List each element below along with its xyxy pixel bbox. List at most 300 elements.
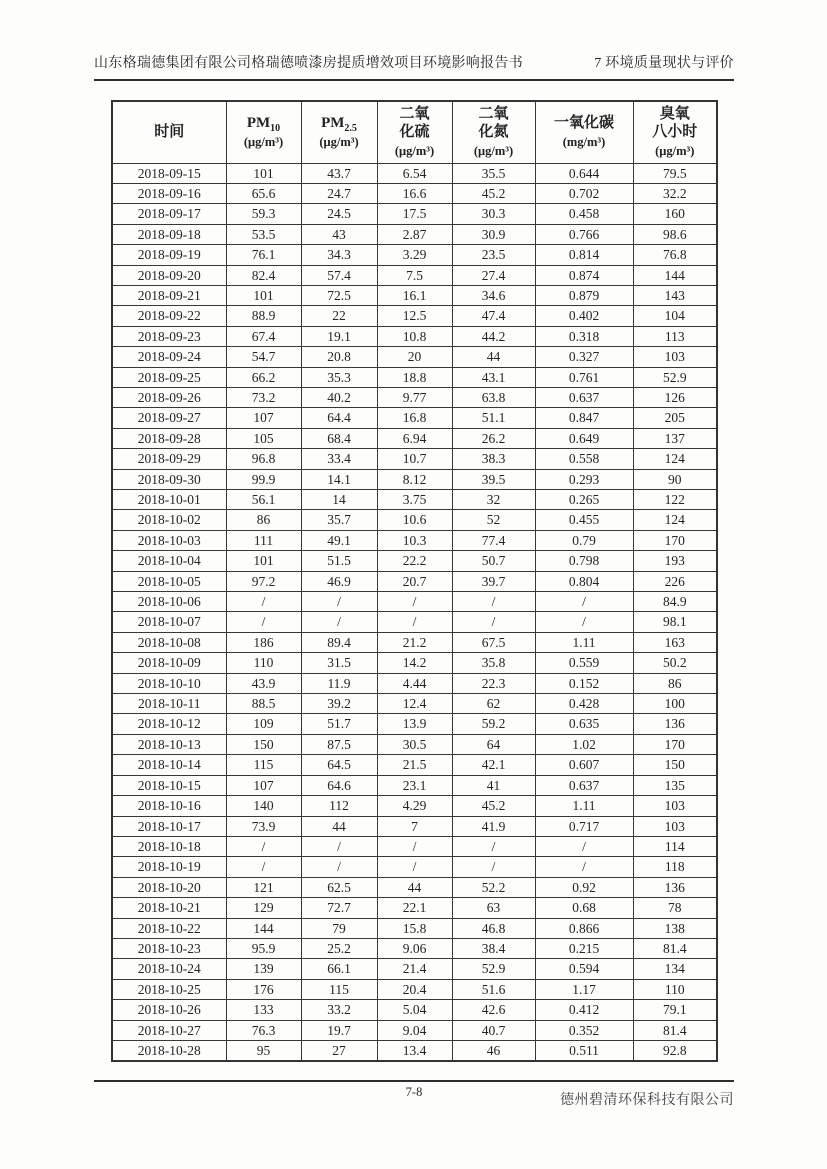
value-cell: 35.5 xyxy=(452,163,535,183)
value-cell: 144 xyxy=(226,918,301,938)
value-cell: 176 xyxy=(226,979,301,999)
table-row xyxy=(112,918,717,938)
value-cell: 81.4 xyxy=(633,1020,717,1040)
value-cell: 103 xyxy=(633,347,717,367)
value-cell: 22.1 xyxy=(377,898,452,918)
value-cell: 7 xyxy=(377,816,452,836)
value-cell: 63.8 xyxy=(452,387,535,407)
value-cell: / xyxy=(377,612,452,632)
value-cell: 19.7 xyxy=(301,1020,377,1040)
header-right-title: 7 环境质量现状与评价 xyxy=(594,56,734,71)
value-cell: 79 xyxy=(301,918,377,938)
table-row xyxy=(112,224,717,244)
value-cell: / xyxy=(535,836,633,856)
value-cell: 46 xyxy=(452,1040,535,1061)
value-cell: 136 xyxy=(633,714,717,734)
date-cell: 2018-10-27 xyxy=(112,1020,226,1040)
value-cell: 35.8 xyxy=(452,653,535,673)
value-cell: 8.12 xyxy=(377,469,452,489)
value-cell: 73.9 xyxy=(226,816,301,836)
value-cell: 50.7 xyxy=(452,551,535,571)
column-header-co-label: 一氧化碳 xyxy=(553,115,614,132)
value-cell: 88.5 xyxy=(226,694,301,714)
column-header-co-unit: (mg/m³) xyxy=(562,135,606,150)
value-cell: 86 xyxy=(633,673,717,693)
value-cell: 104 xyxy=(633,306,717,326)
value-cell: 33.2 xyxy=(301,1000,377,1020)
table-row xyxy=(112,612,717,632)
value-cell: 52.9 xyxy=(633,367,717,387)
value-cell: 79.5 xyxy=(633,163,717,183)
value-cell: 10.3 xyxy=(377,530,452,550)
table-row xyxy=(112,326,717,346)
date-cell: 2018-10-28 xyxy=(112,1040,226,1061)
value-cell: 45.2 xyxy=(452,796,535,816)
value-cell: 34.3 xyxy=(301,245,377,265)
value-cell: 5.04 xyxy=(377,1000,452,1020)
value-cell: 39.2 xyxy=(301,694,377,714)
value-cell: 38.3 xyxy=(452,449,535,469)
value-cell: 39.5 xyxy=(452,469,535,489)
table-row xyxy=(112,183,717,203)
value-cell: 100 xyxy=(633,694,717,714)
value-cell: 51.5 xyxy=(301,551,377,571)
value-cell: 0.92 xyxy=(535,877,633,897)
value-cell: / xyxy=(301,857,377,877)
value-cell: 103 xyxy=(633,796,717,816)
value-cell: 135 xyxy=(633,775,717,795)
value-cell: 0.798 xyxy=(535,551,633,571)
table-row xyxy=(112,775,717,795)
value-cell: 150 xyxy=(633,755,717,775)
value-cell: 9.77 xyxy=(377,387,452,407)
value-cell: 126 xyxy=(633,387,717,407)
value-cell: 66.1 xyxy=(301,959,377,979)
value-cell: 44 xyxy=(377,877,452,897)
table-row xyxy=(112,347,717,367)
table-row xyxy=(112,449,717,469)
value-cell: 0.455 xyxy=(535,510,633,530)
date-cell: 2018-09-19 xyxy=(112,245,226,265)
column-header-o3-label-line1: 臭氧 xyxy=(659,106,690,123)
value-cell: 89.4 xyxy=(301,632,377,652)
value-cell: 98.1 xyxy=(633,612,717,632)
value-cell: 101 xyxy=(226,285,301,305)
value-cell: 129 xyxy=(226,898,301,918)
date-cell: 2018-09-23 xyxy=(112,326,226,346)
value-cell: 76.8 xyxy=(633,245,717,265)
value-cell: 56.1 xyxy=(226,490,301,510)
page-number: 7-8 xyxy=(405,1085,423,1099)
value-cell: 0.814 xyxy=(535,245,633,265)
value-cell: 88.9 xyxy=(226,306,301,326)
value-cell: 22.3 xyxy=(452,673,535,693)
value-cell: 0.68 xyxy=(535,898,633,918)
value-cell: 99.9 xyxy=(226,469,301,489)
table-row xyxy=(112,694,717,714)
column-header-pm10 xyxy=(226,101,301,163)
table-row xyxy=(112,530,717,550)
value-cell: 17.5 xyxy=(377,204,452,224)
value-cell: 59.3 xyxy=(226,204,301,224)
value-cell: 34.6 xyxy=(452,285,535,305)
date-cell: 2018-10-02 xyxy=(112,510,226,530)
value-cell: 4.29 xyxy=(377,796,452,816)
value-cell: 64 xyxy=(452,734,535,754)
value-cell: / xyxy=(226,592,301,612)
value-cell: 0.152 xyxy=(535,673,633,693)
value-cell: 63 xyxy=(452,898,535,918)
value-cell: 20.4 xyxy=(377,979,452,999)
table-row xyxy=(112,428,717,448)
value-cell: 67.4 xyxy=(226,326,301,346)
value-cell: 137 xyxy=(633,428,717,448)
running-header xyxy=(94,52,734,81)
date-cell: 2018-10-20 xyxy=(112,877,226,897)
value-cell: 170 xyxy=(633,530,717,550)
date-cell: 2018-09-21 xyxy=(112,285,226,305)
value-cell: 205 xyxy=(633,408,717,428)
table-row xyxy=(112,836,717,856)
value-cell: 22.2 xyxy=(377,551,452,571)
date-cell: 2018-10-07 xyxy=(112,612,226,632)
value-cell: 68.4 xyxy=(301,428,377,448)
table-row xyxy=(112,490,717,510)
value-cell: 0.761 xyxy=(535,367,633,387)
value-cell: 21.4 xyxy=(377,959,452,979)
value-cell: 0.635 xyxy=(535,714,633,734)
value-cell: 0.649 xyxy=(535,428,633,448)
value-cell: 0.215 xyxy=(535,938,633,958)
value-cell: 53.5 xyxy=(226,224,301,244)
column-header-pm25 xyxy=(301,101,377,163)
value-cell: 31.5 xyxy=(301,653,377,673)
value-cell: 134 xyxy=(633,959,717,979)
value-cell: / xyxy=(226,836,301,856)
value-cell: 41.9 xyxy=(452,816,535,836)
table-row xyxy=(112,245,717,265)
date-cell: 2018-10-19 xyxy=(112,857,226,877)
value-cell: 109 xyxy=(226,714,301,734)
value-cell: 0.637 xyxy=(535,387,633,407)
value-cell: 76.3 xyxy=(226,1020,301,1040)
value-cell: 87.5 xyxy=(301,734,377,754)
value-cell: 1.02 xyxy=(535,734,633,754)
value-cell: 101 xyxy=(226,551,301,571)
value-cell: 10.8 xyxy=(377,326,452,346)
value-cell: 62.5 xyxy=(301,877,377,897)
value-cell: 79.1 xyxy=(633,1000,717,1020)
value-cell: 20.8 xyxy=(301,347,377,367)
value-cell: 81.4 xyxy=(633,938,717,958)
value-cell: 67.5 xyxy=(452,632,535,652)
value-cell: 25.2 xyxy=(301,938,377,958)
table-body xyxy=(112,163,717,1061)
value-cell: 136 xyxy=(633,877,717,897)
value-cell: 1.11 xyxy=(535,796,633,816)
value-cell: / xyxy=(535,592,633,612)
value-cell: 0.847 xyxy=(535,408,633,428)
value-cell: 0.874 xyxy=(535,265,633,285)
value-cell: 59.2 xyxy=(452,714,535,734)
value-cell: / xyxy=(377,857,452,877)
date-cell: 2018-10-10 xyxy=(112,673,226,693)
value-cell: 54.7 xyxy=(226,347,301,367)
value-cell: 15.8 xyxy=(377,918,452,938)
table-row xyxy=(112,796,717,816)
value-cell: 39.7 xyxy=(452,571,535,591)
value-cell: 13.9 xyxy=(377,714,452,734)
value-cell: 77.4 xyxy=(452,530,535,550)
value-cell: 52.2 xyxy=(452,877,535,897)
value-cell: 51.6 xyxy=(452,979,535,999)
value-cell: 121 xyxy=(226,877,301,897)
date-cell: 2018-10-18 xyxy=(112,836,226,856)
value-cell: 76.1 xyxy=(226,245,301,265)
value-cell: 186 xyxy=(226,632,301,652)
table-row xyxy=(112,938,717,958)
value-cell: 64.4 xyxy=(301,408,377,428)
value-cell: / xyxy=(226,857,301,877)
value-cell: 111 xyxy=(226,530,301,550)
value-cell: 65.6 xyxy=(226,183,301,203)
value-cell: 47.4 xyxy=(452,306,535,326)
date-cell: 2018-10-25 xyxy=(112,979,226,999)
value-cell: 20 xyxy=(377,347,452,367)
value-cell: 51.1 xyxy=(452,408,535,428)
value-cell: 40.2 xyxy=(301,387,377,407)
value-cell: 43.1 xyxy=(452,367,535,387)
table-row xyxy=(112,632,717,652)
date-cell: 2018-10-14 xyxy=(112,755,226,775)
value-cell: 50.2 xyxy=(633,653,717,673)
table-row xyxy=(112,469,717,489)
table-row xyxy=(112,734,717,754)
date-cell: 2018-10-22 xyxy=(112,918,226,938)
value-cell: 78 xyxy=(633,898,717,918)
table-row xyxy=(112,285,717,305)
value-cell: 66.2 xyxy=(226,367,301,387)
table-row xyxy=(112,1000,717,1020)
column-header-so2-label-line1: 二氧 xyxy=(399,106,430,123)
column-header-o3-unit: (μg/m³) xyxy=(655,144,695,159)
date-cell: 2018-10-24 xyxy=(112,959,226,979)
column-header-date-label: 时间 xyxy=(154,124,185,141)
value-cell: 45.2 xyxy=(452,183,535,203)
value-cell: 23.5 xyxy=(452,245,535,265)
value-cell: 12.4 xyxy=(377,694,452,714)
value-cell: 44 xyxy=(301,816,377,836)
value-cell: / xyxy=(226,612,301,632)
value-cell: 42.6 xyxy=(452,1000,535,1020)
value-cell: 35.7 xyxy=(301,510,377,530)
value-cell: 0.702 xyxy=(535,183,633,203)
value-cell: 226 xyxy=(633,571,717,591)
value-cell: 139 xyxy=(226,959,301,979)
value-cell: / xyxy=(377,592,452,612)
value-cell: 44.2 xyxy=(452,326,535,346)
value-cell: 105 xyxy=(226,428,301,448)
value-cell: 43.7 xyxy=(301,163,377,183)
value-cell: 0.644 xyxy=(535,163,633,183)
value-cell: 98.6 xyxy=(633,224,717,244)
value-cell: 73.2 xyxy=(226,387,301,407)
table-row xyxy=(112,265,717,285)
value-cell: 82.4 xyxy=(226,265,301,285)
value-cell: 124 xyxy=(633,449,717,469)
value-cell: 10.6 xyxy=(377,510,452,530)
value-cell: 90 xyxy=(633,469,717,489)
date-cell: 2018-10-17 xyxy=(112,816,226,836)
value-cell: 1.17 xyxy=(535,979,633,999)
date-cell: 2018-09-28 xyxy=(112,428,226,448)
value-cell: 115 xyxy=(301,979,377,999)
value-cell: 21.2 xyxy=(377,632,452,652)
value-cell: 0.607 xyxy=(535,755,633,775)
column-header-no2-label-line1: 二氧 xyxy=(478,106,509,123)
value-cell: / xyxy=(452,836,535,856)
value-cell: 72.7 xyxy=(301,898,377,918)
value-cell: 0.318 xyxy=(535,326,633,346)
table-row xyxy=(112,816,717,836)
value-cell: 0.352 xyxy=(535,1020,633,1040)
value-cell: 30.9 xyxy=(452,224,535,244)
value-cell: 30.5 xyxy=(377,734,452,754)
value-cell: 107 xyxy=(226,408,301,428)
table-row xyxy=(112,204,717,224)
value-cell: 24.7 xyxy=(301,183,377,203)
column-header-pm25-label: $PM_{2.5}$ xyxy=(321,115,357,135)
value-cell: 92.8 xyxy=(633,1040,717,1061)
column-header-o3 xyxy=(633,101,717,163)
table-row xyxy=(112,551,717,571)
date-cell: 2018-10-16 xyxy=(112,796,226,816)
value-cell: / xyxy=(377,836,452,856)
value-cell: 84.9 xyxy=(633,592,717,612)
value-cell: 0.79 xyxy=(535,530,633,550)
value-cell: 64.5 xyxy=(301,755,377,775)
value-cell: 9.04 xyxy=(377,1020,452,1040)
value-cell: 40.7 xyxy=(452,1020,535,1040)
value-cell: 10.7 xyxy=(377,449,452,469)
value-cell: 49.1 xyxy=(301,530,377,550)
value-cell: 6.94 xyxy=(377,428,452,448)
column-header-pm10-unit: (μg/m³) xyxy=(243,135,284,150)
value-cell: 0.594 xyxy=(535,959,633,979)
date-cell: 2018-10-08 xyxy=(112,632,226,652)
value-cell: 38.4 xyxy=(452,938,535,958)
value-cell: 6.54 xyxy=(377,163,452,183)
date-cell: 2018-09-20 xyxy=(112,265,226,285)
value-cell: / xyxy=(301,612,377,632)
value-cell: 0.327 xyxy=(535,347,633,367)
value-cell: 43.9 xyxy=(226,673,301,693)
value-cell: 18.8 xyxy=(377,367,452,387)
value-cell: 138 xyxy=(633,918,717,938)
date-cell: 2018-10-09 xyxy=(112,653,226,673)
value-cell: 23.1 xyxy=(377,775,452,795)
column-header-so2-unit: (μg/m³) xyxy=(394,144,435,159)
column-header-no2-unit: (μg/m³) xyxy=(473,144,514,159)
date-cell: 2018-10-04 xyxy=(112,551,226,571)
table-row xyxy=(112,387,717,407)
value-cell: 95 xyxy=(226,1040,301,1061)
value-cell: 26.2 xyxy=(452,428,535,448)
value-cell: 103 xyxy=(633,816,717,836)
value-cell: 163 xyxy=(633,632,717,652)
value-cell: / xyxy=(452,592,535,612)
date-cell: 2018-09-24 xyxy=(112,347,226,367)
value-cell: 114 xyxy=(633,836,717,856)
date-cell: 2018-10-03 xyxy=(112,530,226,550)
table-row xyxy=(112,857,717,877)
value-cell: 12.5 xyxy=(377,306,452,326)
value-cell: 11.9 xyxy=(301,673,377,693)
value-cell: 0.804 xyxy=(535,571,633,591)
value-cell: 62 xyxy=(452,694,535,714)
date-cell: 2018-10-23 xyxy=(112,938,226,958)
value-cell: 110 xyxy=(226,653,301,673)
value-cell: 46.8 xyxy=(452,918,535,938)
value-cell: 21.5 xyxy=(377,755,452,775)
value-cell: 3.75 xyxy=(377,490,452,510)
table-row xyxy=(112,306,717,326)
value-cell: / xyxy=(535,857,633,877)
value-cell: 14.1 xyxy=(301,469,377,489)
value-cell: 52.9 xyxy=(452,959,535,979)
table-row xyxy=(112,367,717,387)
date-cell: 2018-09-25 xyxy=(112,367,226,387)
table-row xyxy=(112,877,717,897)
table-row xyxy=(112,571,717,591)
value-cell: 0.717 xyxy=(535,816,633,836)
value-cell: 0.293 xyxy=(535,469,633,489)
column-header-o3-label-line2: 八小时 xyxy=(652,124,698,141)
column-header-so2 xyxy=(377,101,452,163)
date-cell: 2018-10-15 xyxy=(112,775,226,795)
value-cell: 13.4 xyxy=(377,1040,452,1061)
value-cell: 122 xyxy=(633,490,717,510)
value-cell: 0.511 xyxy=(535,1040,633,1061)
value-cell: 57.4 xyxy=(301,265,377,285)
column-header-co xyxy=(535,101,633,163)
value-cell: 0.412 xyxy=(535,1000,633,1020)
value-cell: 22 xyxy=(301,306,377,326)
value-cell: 42.1 xyxy=(452,755,535,775)
value-cell: 0.559 xyxy=(535,653,633,673)
header-left-title: 山东格瑞德集团有限公司格瑞德喷漆房提质增效项目环境影响报告书 xyxy=(94,56,523,71)
date-cell: 2018-10-21 xyxy=(112,898,226,918)
value-cell: / xyxy=(535,612,633,632)
value-cell: 144 xyxy=(633,265,717,285)
date-cell: 2018-10-13 xyxy=(112,734,226,754)
value-cell: 43 xyxy=(301,224,377,244)
value-cell: 0.866 xyxy=(535,918,633,938)
value-cell: 46.9 xyxy=(301,571,377,591)
table-row xyxy=(112,408,717,428)
value-cell: 16.1 xyxy=(377,285,452,305)
value-cell: / xyxy=(301,836,377,856)
value-cell: 41 xyxy=(452,775,535,795)
column-header-no2 xyxy=(452,101,535,163)
date-cell: 2018-09-26 xyxy=(112,387,226,407)
value-cell: 24.5 xyxy=(301,204,377,224)
value-cell: 115 xyxy=(226,755,301,775)
date-cell: 2018-09-17 xyxy=(112,204,226,224)
value-cell: 101 xyxy=(226,163,301,183)
date-cell: 2018-09-18 xyxy=(112,224,226,244)
value-cell: / xyxy=(301,592,377,612)
